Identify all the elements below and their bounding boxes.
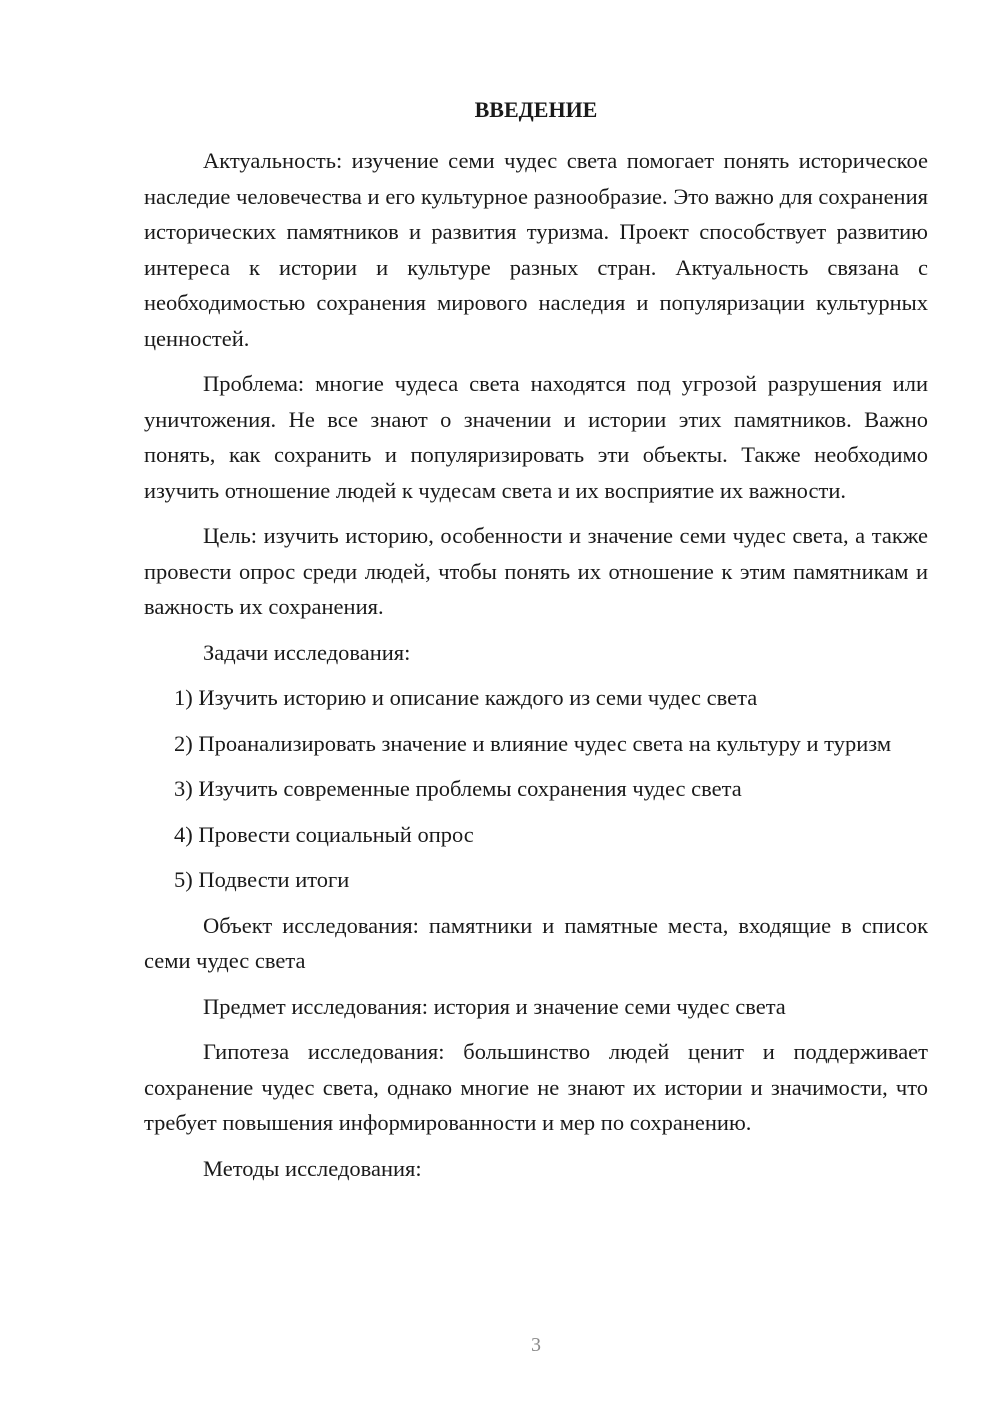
subject-paragraph: Предмет исследования: история и значение семи чудес света [203,993,786,1019]
object-paragraph: Объект исследования: памятники и памятные места, входящие в список семи чудес света [144,912,928,973]
task-item-2: 2) Проанализировать значение и влияние чудес света на культуру и туризм [174,730,892,756]
hypothesis-paragraph: Гипотеза исследования: большинство людей ценит и поддерживает сохранение чудес света, однако многие не знают их истории и значимости, что требует повышения информированности и мер по сохранению. [144,1039,928,1135]
task-item-4: 4) Провести социальный опрос [174,821,474,847]
tasks-heading: Задачи исследования: [203,639,411,665]
problem-paragraph: Проблема: многие чудеса света находятся под угрозой разрушения или уничтожения. Не все знают о значении и истории этих памятников. Важно понять, как сохранить и популяризировать эти объекты. Также необходимо изучить отношение людей к чудесам света и их восприятие их важности. [144,371,928,503]
methods-heading: Методы исследования: [203,1155,422,1181]
goal-paragraph: Цель: изучить историю, особенности и значение семи чудес света, а также провести опрос среди людей, чтобы понять их отношение к этим памятникам и важность их сохранения. [144,523,928,619]
task-item-3: 3) Изучить современные проблемы сохранения чудес света [174,776,742,801]
task-item-1: 1) Изучить историю и описание каждого из семи чудес света [174,685,758,710]
relevance-paragraph: Актуальность: изучение семи чудес света помогает понять историческое наследие человечества и его культурное разнообразие. Это важно для сохранения исторических памятников и развития туризма. Проект способствует развитию интереса к истории и культуре разных стран. Актуальность связана с необходимостью сохранения мирового наследия и популяризации культурных ценностей. [144,148,928,351]
page-number: 3 [531,1334,541,1356]
document-body [144,143,928,1196]
task-item-5: 5) Подвести итоги [174,867,350,892]
page-title: ВВЕДЕНИЕ [474,97,598,122]
document-page [144,0,928,1414]
